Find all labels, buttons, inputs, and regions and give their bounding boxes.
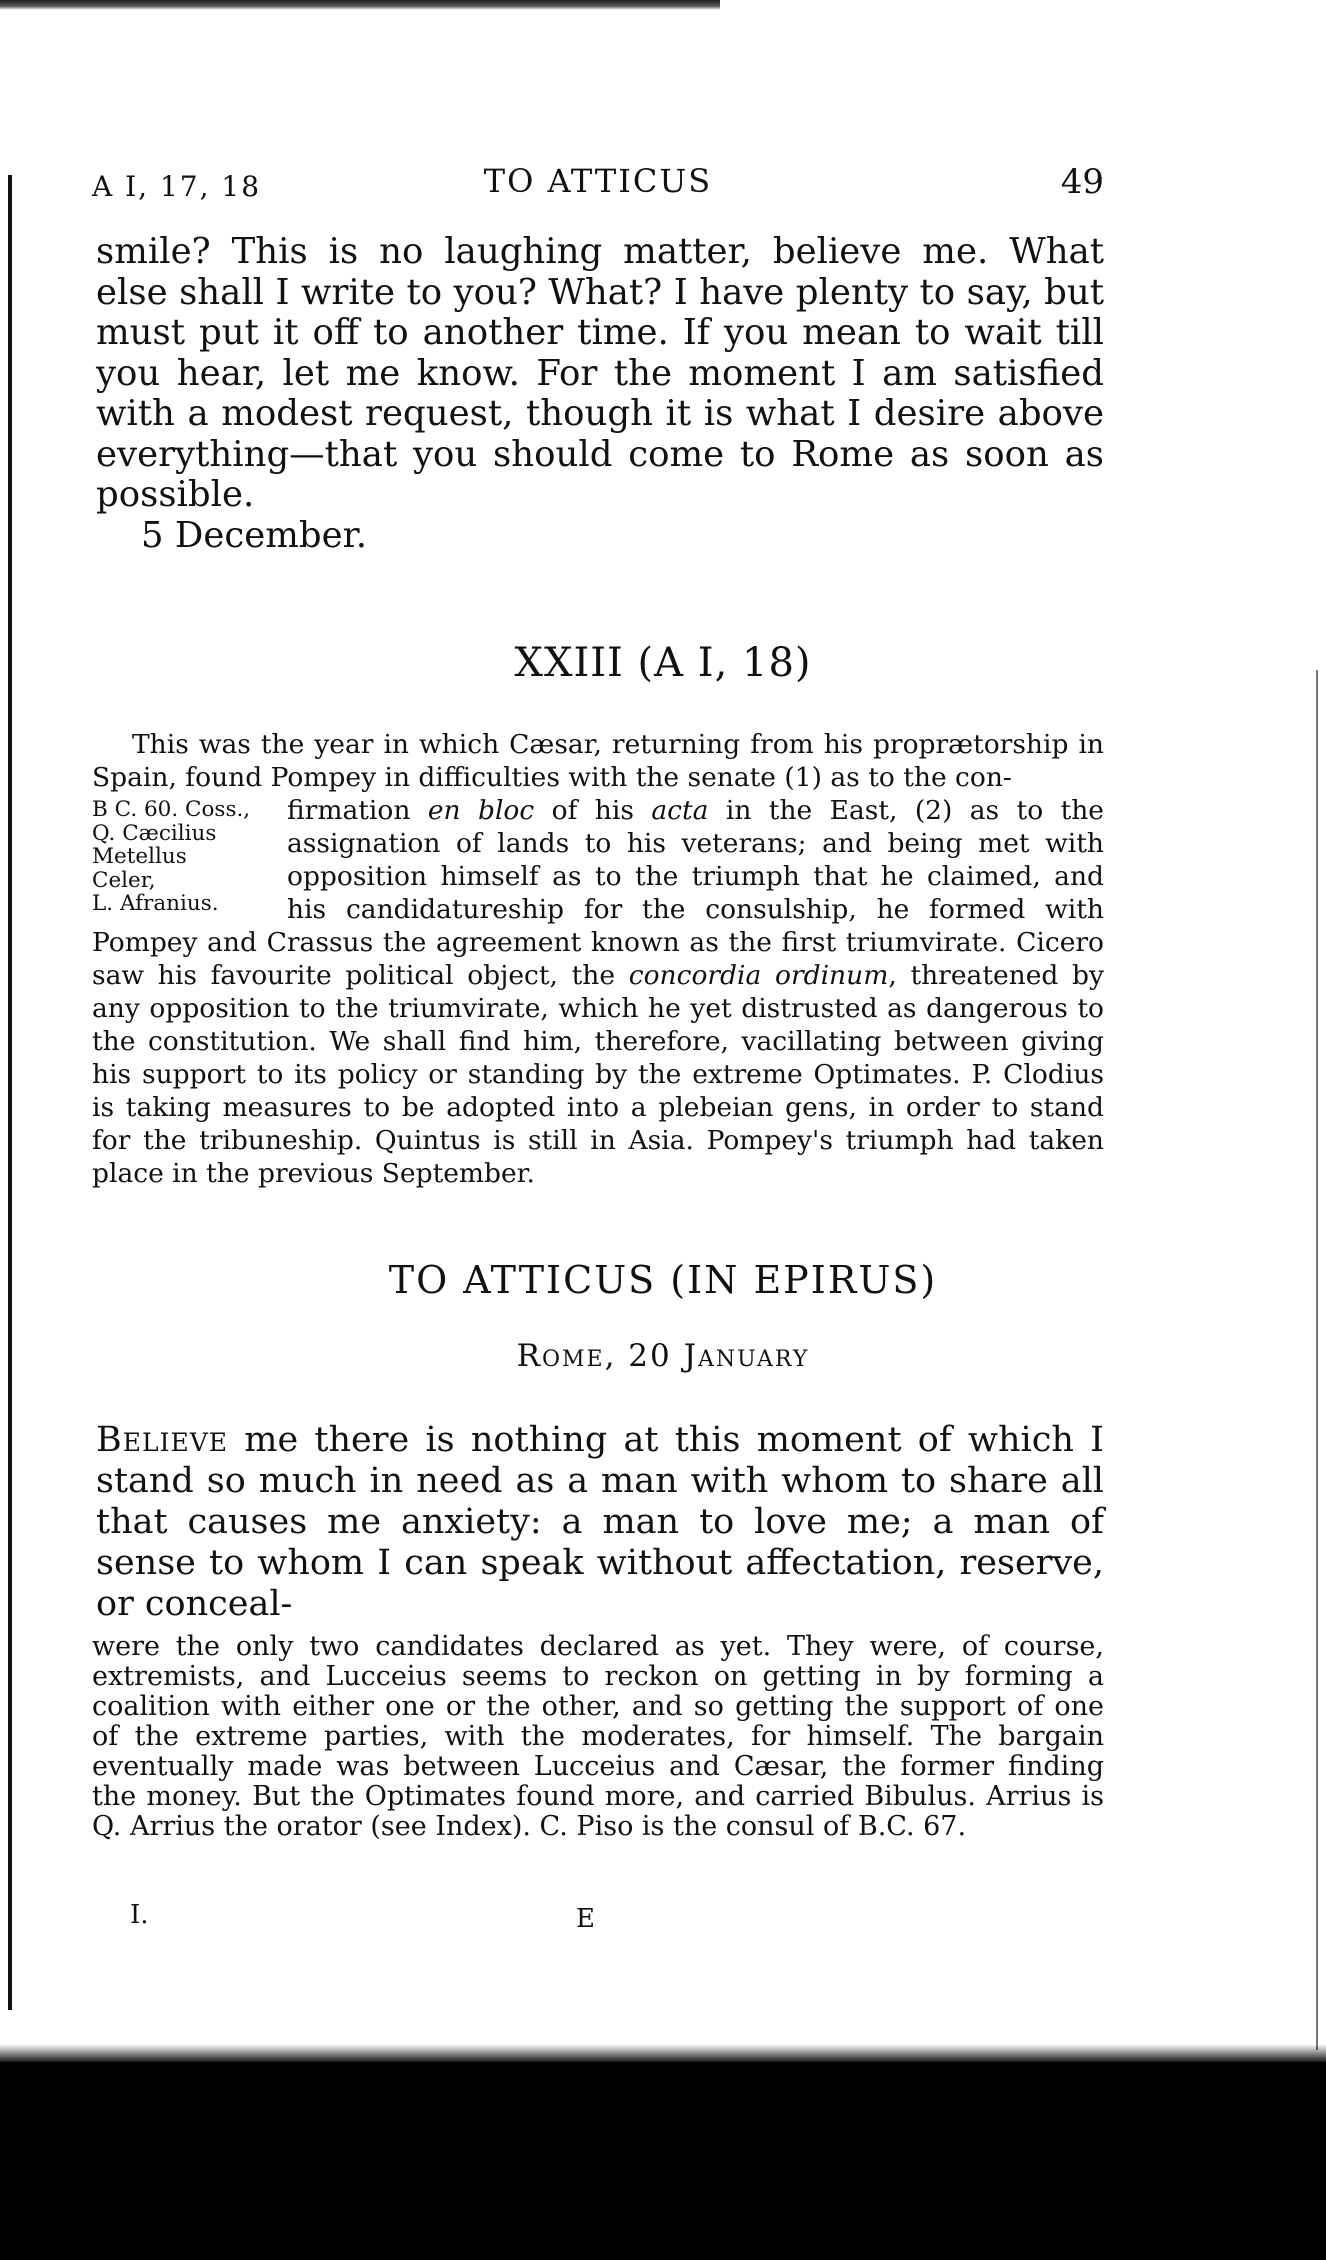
letter-body (96, 1420, 1104, 1625)
letter-place-date: Rome, 20 January (516, 1338, 810, 1374)
volume-mark: I. (130, 1900, 149, 1930)
footnote: were the only two candidates declared as yet. They were, of course, extremists, and Lucceius seems to reckon on getting in by forming a coalition with either one or the other, and so getting the support of one of the extreme parties, with the moderates, for himself. The bargain eventually made was between Lucceius and Cæsar, the former finding the money. But the Optimates found more, and carried Bibulus. Arrius is Q. Arrius the orator (see Index). C. Piso is the consul of B.C. 67. (92, 1631, 1104, 1842)
marginal-note-line: Celer, (92, 867, 156, 893)
letter-number-heading: XXIII (A I, 18) (514, 640, 812, 686)
intro-italic-en-bloc: en bloc (427, 795, 535, 826)
letter-opening-word: Believe (96, 1420, 228, 1460)
marginal-note-line: Metellus (92, 844, 187, 869)
marginal-note-line: Q. Cæcilius (92, 820, 217, 846)
marginal-note-line: B C. 60. Coss., (92, 797, 251, 822)
intro-text: firmation (287, 795, 428, 826)
scan-top-edge (0, 0, 720, 10)
intro-italic-acta: acta (651, 795, 709, 826)
running-head-title: TO ATTICUS (483, 162, 713, 200)
introduction-first-line: This was the year in which Cæsar, returning from his proprætorship in Spain, found Pompey in difficulties with the senate (1) as to the con- (92, 729, 1104, 793)
scan-bottom-shadow (0, 2062, 1326, 2260)
scan-left-edge (8, 175, 12, 2010)
letter-introduction (92, 728, 1104, 1190)
running-head-reference: A I, 17, 18 (92, 170, 262, 203)
previous-letter-ending (96, 232, 1104, 556)
intro-text: , threatened by any opposition to the triumvirate, which he yet distrusted as dangerous to the constitution. We shall find him, therefore, vacillating between giving his support to its policy or standing by the extreme Optimates. P. Clodius is taking measures to be adopted into a plebeian gens, in order to stand for the tribuneship. Quintus is still in Asia. Pompey's triumph had taken place in the previous September. (92, 960, 1104, 1189)
previous-letter-text: smile? This is no laughing matter, believe me. What else shall I write to you? What? I have plenty to say, but must put it off to another time. If you mean to wait till you hear, let me know. For the moment I am satisfied with a modest request, though it is what I desire above everything—that you should come to Rome as soon as possible. (96, 231, 1104, 515)
page-number: 49 (1060, 162, 1104, 202)
letter-title: TO ATTICUS (IN EPIRUS) (388, 1258, 938, 1302)
sheet-signature: E (576, 1904, 595, 1934)
marginal-note-line: L. Afranius. (92, 891, 219, 916)
intro-text: of his (534, 795, 652, 826)
intro-italic-concordia: concordia ordinum (628, 960, 889, 991)
marginal-note-consuls (92, 798, 287, 916)
previous-letter-date: 5 December. (141, 514, 367, 556)
letter-body-text: me there is nothing at this moment of which I stand so much in need as a man with whom to share all that causes me anxiety: a man to love me; a man of sense to whom I can speak without affectation, reserve, or conceal- (96, 1420, 1104, 1624)
running-head (92, 162, 1104, 206)
intro-text: in the East, (2) as to the assignation of lands to his veterans; and being met with opposition himself as to the triumph that he claimed, and his candidatureship for the consulship, he formed with Pompey and Crassus the agreement known as the first triumvirate. Cicero saw his favourite political object, the (92, 795, 1104, 991)
